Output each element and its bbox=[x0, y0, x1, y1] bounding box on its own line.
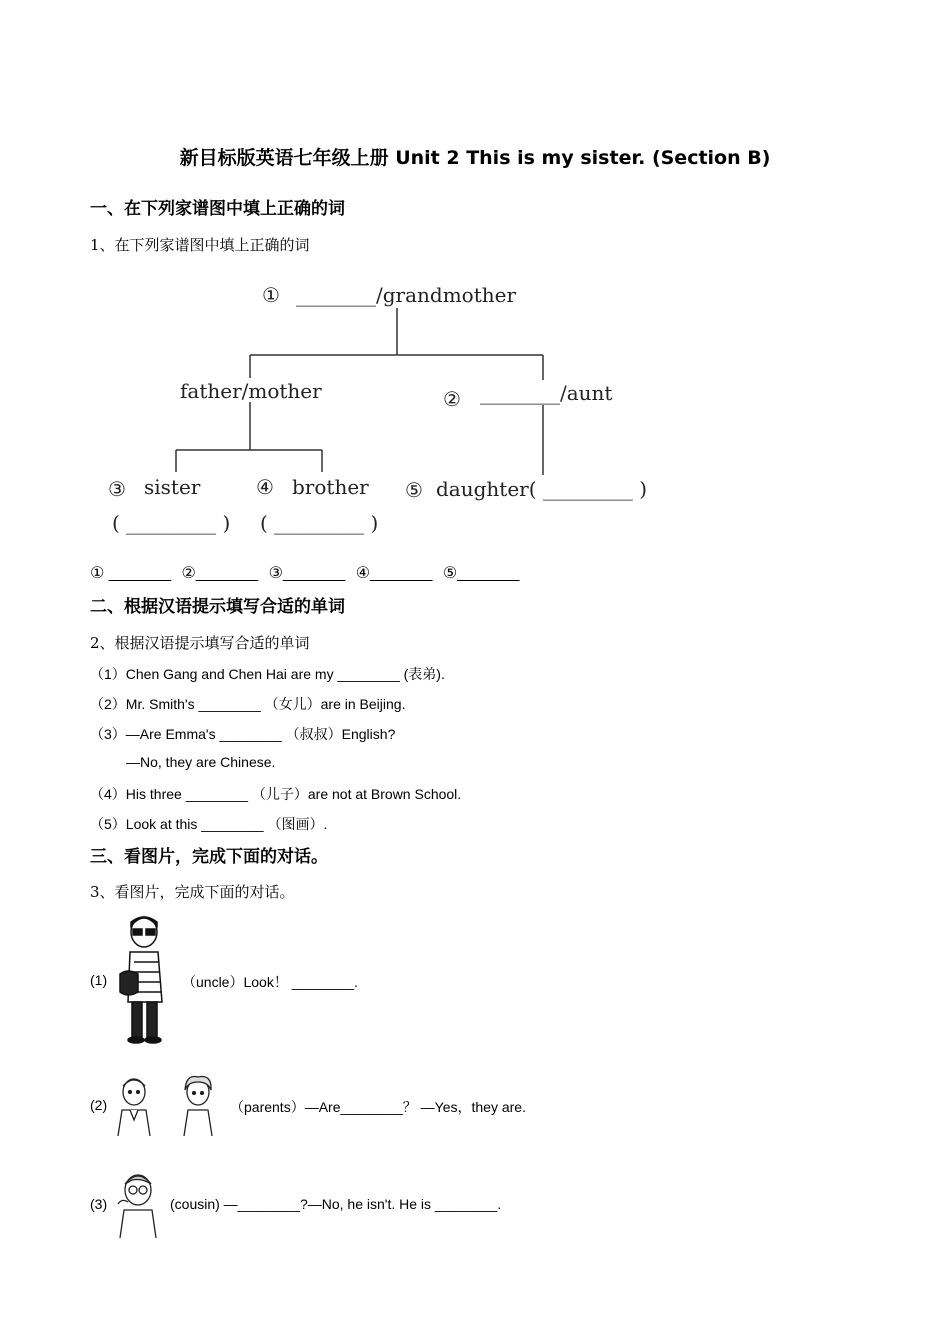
answer-blank-4[interactable]: ④_______ bbox=[355, 565, 433, 582]
q3-item-3-text: (cousin) —________?—No, he isn't. He is ________. bbox=[170, 1196, 502, 1212]
tree-circle-2: ② bbox=[443, 387, 461, 411]
parents-figure-image bbox=[112, 1074, 224, 1138]
tree-circle-4: ④ bbox=[256, 475, 274, 499]
q2-item-3-reply: —No, they are Chinese. bbox=[126, 754, 276, 770]
page-title: 新目标版英语七年级上册 Unit 2 This is my sister. (Section B) bbox=[179, 147, 771, 169]
tree-grandmother: ________/grandmother bbox=[296, 283, 517, 307]
answer-blank-3[interactable]: ③_______ bbox=[268, 565, 346, 582]
answer-blanks-row bbox=[90, 563, 525, 583]
question-1-prompt: 1、在下列家谱图中填上正确的词 bbox=[90, 236, 310, 254]
q2-item-5: （5）Look at this ________ （图画）. bbox=[90, 816, 328, 832]
family-tree-diagram bbox=[100, 270, 700, 550]
section-3-heading: 三、看图片，完成下面的对话。 bbox=[90, 847, 328, 867]
tree-parents: father/mother bbox=[180, 379, 322, 403]
q3-item-2-number: (2) bbox=[90, 1097, 108, 1113]
q2-item-3: （3）—Are Emma's ________ （叔叔）English? bbox=[90, 726, 396, 742]
uncle-figure-image bbox=[116, 912, 178, 1044]
question-3-prompt: 3、看图片，完成下面的对话。 bbox=[90, 883, 295, 901]
answer-blank-1[interactable]: ① _______ bbox=[90, 565, 172, 582]
cousin-figure-image bbox=[112, 1170, 164, 1240]
tree-circle-5: ⑤ bbox=[405, 478, 423, 502]
tree-daughter: daughter( _________ ) bbox=[436, 477, 648, 501]
question-2-prompt: 2、根据汉语提示填写合适的单词 bbox=[90, 634, 310, 652]
tree-circle-3: ③ bbox=[108, 477, 126, 501]
answer-blank-5[interactable]: ⑤_______ bbox=[442, 565, 520, 582]
q3-item-1-text: （uncle）Look！ ________. bbox=[182, 974, 358, 990]
q3-item-3-number: (3) bbox=[90, 1196, 108, 1212]
tree-circle-1: ① bbox=[262, 283, 280, 307]
tree-sister-blank: ( _________ ) bbox=[112, 511, 231, 535]
q2-item-1: （1）Chen Gang and Chen Hai are my ________ (表弟). bbox=[90, 666, 445, 682]
tree-sister: sister bbox=[144, 475, 201, 499]
section-2-heading: 二、根据汉语提示填写合适的单词 bbox=[90, 597, 345, 617]
q3-item-2-text: （parents）—Are________？ —Yes，they are. bbox=[230, 1099, 526, 1115]
section-1-heading: 一、在下列家谱图中填上正确的词 bbox=[90, 199, 345, 219]
tree-brother-blank: ( _________ ) bbox=[260, 511, 379, 535]
tree-aunt: ________/aunt bbox=[480, 381, 613, 405]
answer-blank-2[interactable]: ②_______ bbox=[181, 565, 259, 582]
q3-item-1-number: (1) bbox=[90, 972, 108, 988]
tree-brother: brother bbox=[292, 475, 369, 499]
q2-item-4: （4）His three ________ （儿子）are not at Brown School. bbox=[90, 786, 462, 802]
q2-item-2: （2）Mr. Smith's ________ （女儿）are in Beijing. bbox=[90, 696, 406, 712]
